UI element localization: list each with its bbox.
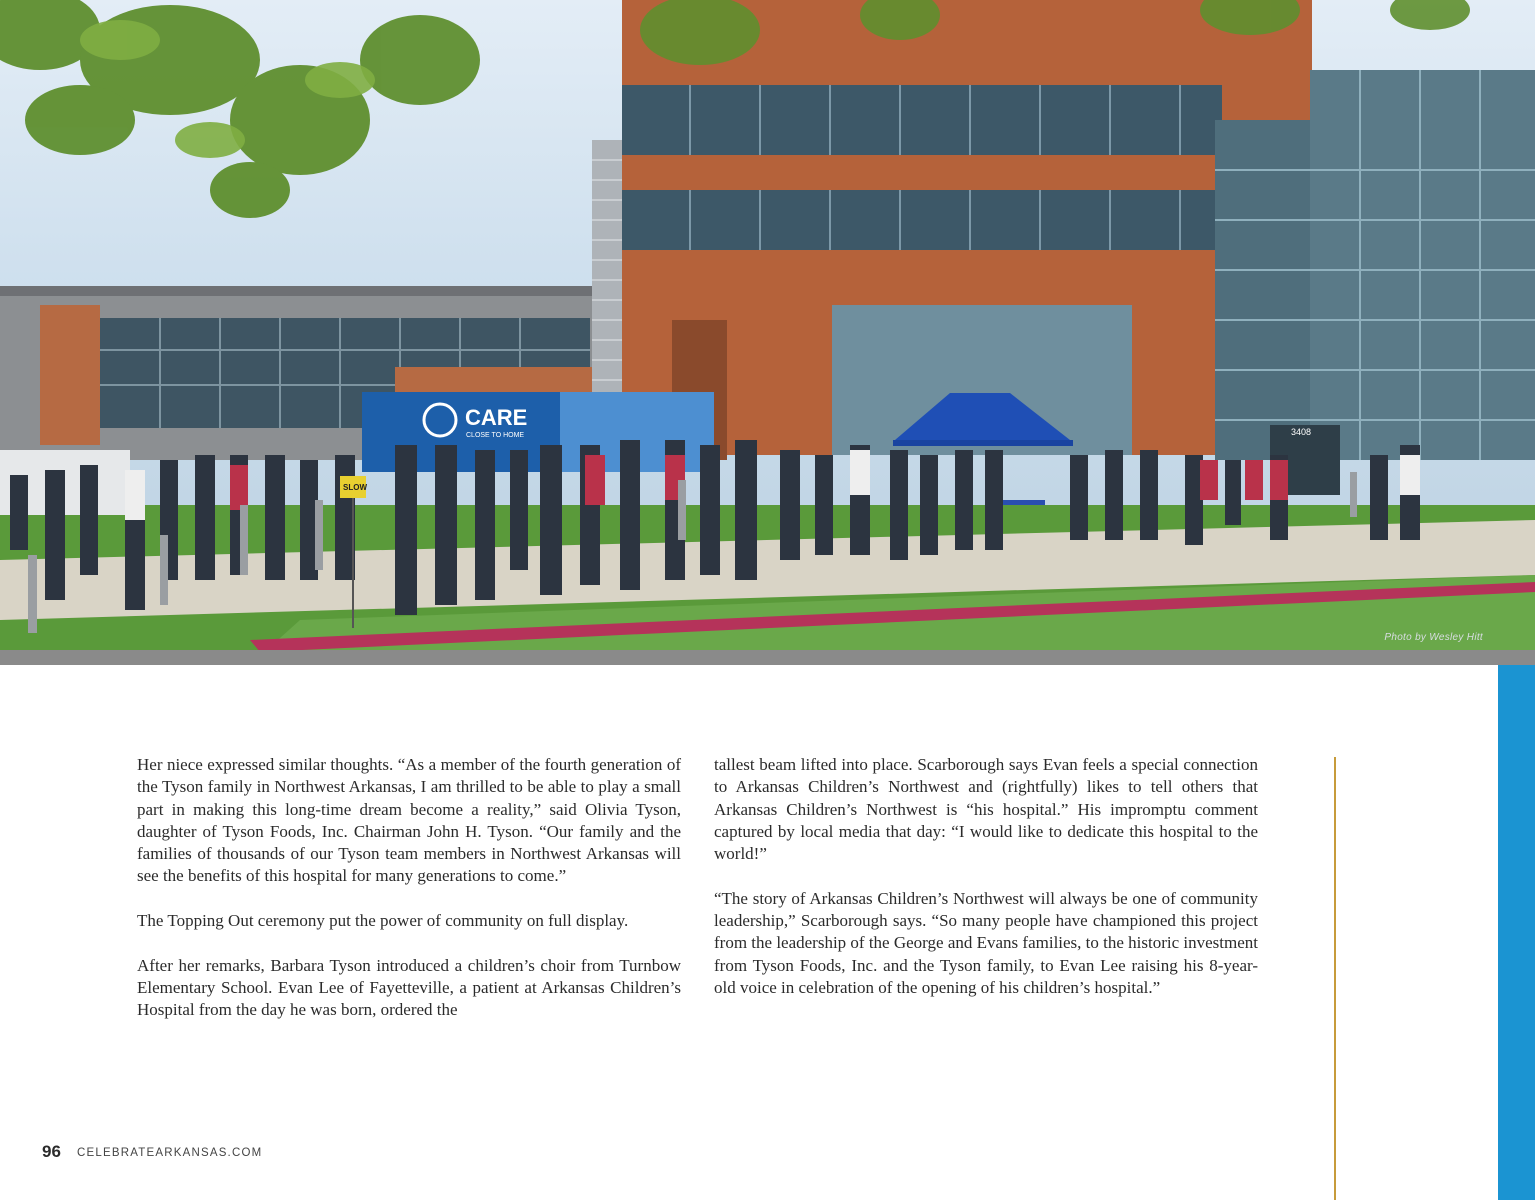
accent-blue-bar bbox=[1498, 665, 1535, 1200]
address-number: 3408 bbox=[1291, 427, 1312, 437]
article-column-right bbox=[714, 754, 1258, 1022]
paragraph: tallest beam lifted into place. Scarborough says Evan feels a special connection to Arkansas Children’s Northwest and (rightfully) likes to tell others that Arkansas Children’s Northwest is “his hospital.” His impromptu comment captured by local media that day: “I would like to dedicate this hospital to the world!” bbox=[714, 755, 1258, 864]
article-column-left bbox=[137, 754, 681, 1044]
paragraph: The Topping Out ceremony put the power of community on full display. bbox=[137, 911, 629, 931]
paragraph: Her niece expressed similar thoughts. “As a member of the fourth generation of the Tyson family in Northwest Arkansas, I am thrilled to be able to play a small part in making this long-time dream become a reality,” said Olivia Tyson, daughter of Tyson Foods, Inc. Chairman John H. Tyson. “Our family and the families of thousands of our Tyson team members in Northwest Arkansas will see the benefits of this hospital for many generations to come.” bbox=[137, 755, 681, 886]
banner-subtitle: CLOSE TO HOME bbox=[466, 432, 525, 439]
gold-rule-divider bbox=[1334, 757, 1336, 1200]
page-number: 96 bbox=[42, 1142, 61, 1161]
paragraph: After her remarks, Barbara Tyson introduced a children’s choir from Turnbow Elementary School. Evan Lee of Fayetteville, a patient at Arkansas Children’s Hospital from the day he was born, ordered the bbox=[137, 955, 681, 1020]
slow-sign: SLOW bbox=[343, 483, 367, 492]
banner-title: CARE bbox=[465, 405, 528, 430]
footer-site-link[interactable]: CELEBRATEARKANSAS.COM bbox=[77, 1147, 263, 1159]
photo-credit: Photo by Wesley Hitt bbox=[1384, 632, 1483, 643]
paragraph: “The story of Arkansas Children’s Northwest will always be one of community leadership,” Scarborough says. “So many people have championed this project from the leadership of the George and Evans families, to the historic investment from Tyson Foods, Inc. and the Tyson family, to Evan Lee raising his 8-year-old voice in celebration of the opening of his children’s hospital.” bbox=[714, 888, 1259, 997]
